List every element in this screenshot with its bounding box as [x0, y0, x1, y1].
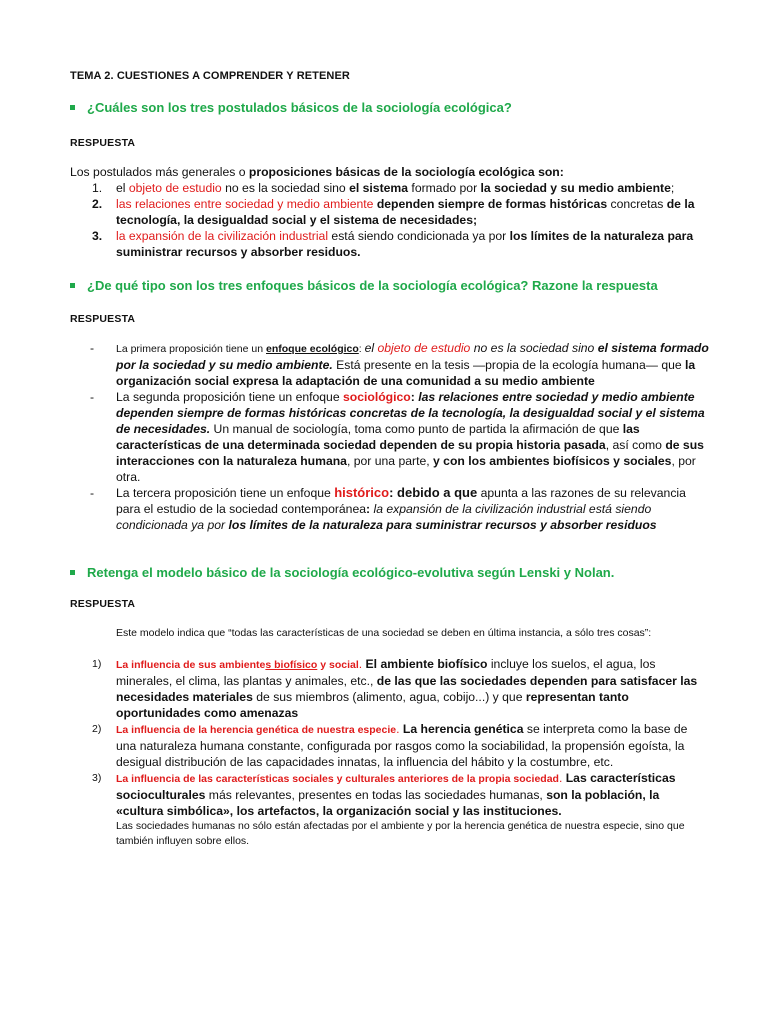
highlight-text: las relaciones entre sociedad y medio ambiente [116, 197, 374, 211]
q1-intro-text: Los postulados más generales o [70, 165, 249, 179]
text: , por otra. [116, 454, 696, 484]
text: . [396, 722, 403, 736]
q1-intro [70, 164, 710, 180]
text: . [358, 657, 366, 671]
bold-italic-text: las relaciones entre sociedad y medio ambiente dependen siempre de formas históricas concretas de la tecnología, la desigualdad social y el sistema de necesidades. [116, 390, 705, 436]
question-1 [70, 100, 512, 115]
bold-text: el sistema [349, 181, 409, 195]
respuesta-label-1: RESPUESTA [70, 137, 136, 149]
dash-bullet: - [90, 341, 95, 355]
list-item [90, 485, 710, 533]
italic-text: la expansión de la civilización industrial está siendo condicionada ya por [116, 502, 652, 532]
text: . [558, 771, 566, 785]
text: concretas [607, 197, 667, 211]
bullet-square-icon [70, 570, 75, 575]
list-number: 2. [92, 197, 103, 211]
q1-intro-bold: proposiciones básicas de la sociología ecológica son: [248, 165, 564, 179]
highlight-text: histórico [334, 485, 390, 500]
bold-text: depende [373, 197, 427, 211]
text: está siendo condicionada ya por [328, 229, 510, 243]
highlight-text: y social [317, 659, 359, 671]
bold-text: de las que las sociedades dependen para satisfacer las necesidades materiales [116, 674, 698, 704]
bold-text: representan tanto oportunidades como amenazas [116, 690, 629, 720]
question-3-text: Retenga el modelo básico de la sociología ecológico-evolutiva según Lenski y Nolan. [87, 565, 615, 580]
highlight-text: La influencia de la herencia genética de nuestra especie [116, 724, 397, 736]
text: de sus miembros (alimento, agua, cobijo...) y que [252, 690, 526, 704]
bold-text: y con los ambientes biofísicos y sociales [433, 454, 672, 468]
text: La primera proposición tiene un [116, 343, 267, 355]
list-item [70, 196, 710, 228]
text: el [116, 181, 129, 195]
question-2 [70, 278, 658, 293]
highlight-text: sociológico [343, 390, 411, 404]
bold-text: los límites de la naturaleza para suministrar recursos y absorber residuos. [116, 229, 694, 259]
bullet-square-icon [70, 283, 75, 288]
text: : [366, 502, 374, 516]
list-number: 1. [92, 181, 103, 195]
bold-text: La herencia genética [402, 722, 524, 736]
text: ; [670, 181, 675, 195]
text: , por una parte, [346, 454, 434, 468]
bold-text: la organización social expresa la adaptación de una comunidad a su medio ambiente [116, 358, 696, 388]
bold-text: de la tecnología, la desigualdad social y el sistema de necesidades; [116, 197, 695, 227]
highlight-text: La influencia de sus ambiente [116, 659, 266, 671]
dash-bullet: - [90, 486, 95, 500]
q2-list [90, 340, 710, 533]
question-3 [70, 565, 614, 580]
list-number: 1) [92, 658, 102, 670]
highlight-text: La influencia de las características sociales y culturales anteriores de la propia sociedad [116, 773, 559, 785]
text: Está presente en la tesis —propia de la ecología humana— que [332, 358, 686, 372]
list-item [70, 180, 710, 196]
list-item [90, 340, 710, 389]
bold-text: de sus interacciones con la naturaleza humana [116, 438, 704, 468]
highlight-text: s biofísico [265, 659, 318, 671]
list-item [90, 389, 710, 485]
text: La segunda proposición tiene un enfoque [116, 390, 344, 404]
list-item [70, 770, 710, 849]
q1-list [70, 180, 710, 260]
text: formado por [408, 181, 481, 195]
highlight-text: objeto de estudio [128, 181, 222, 195]
text: incluye los suelos, el agua, los minerales, el clima, las plantas y animales, etc., [116, 657, 656, 688]
bold-text: son la población, la «cultura simbólica», los artefactos, la organización social y las instituciones. [116, 788, 660, 818]
list-item [70, 656, 710, 721]
bold-text: : debido a que [389, 485, 478, 500]
text: no es la sociedad sino [221, 181, 350, 195]
bold-text: enfoque ecológico [266, 343, 359, 355]
list-item [70, 721, 710, 770]
bold-text: El ambiente biofísico [365, 657, 488, 671]
question-2-text: ¿De qué tipo son los tres enfoques básicos de la sociología ecológica? Razone la respuesta [87, 278, 658, 293]
list-number: 2) [92, 723, 102, 735]
highlight-text: objeto de estudio [377, 341, 471, 355]
bold-italic-text: el sistema formado por la sociedad y su medio ambiente. [116, 341, 709, 372]
highlight-text: la expansión de la civilización industrial [116, 229, 329, 243]
text: más relevantes, presentes en todas las sociedades humanas, [205, 788, 547, 802]
q3-intro: Este modelo indica que “todas las características de una sociedad se deben en última instancia, a sólo tres cosas”: [116, 627, 652, 639]
italic-text: no es la sociedad sino [470, 341, 598, 355]
bullet-square-icon [70, 105, 75, 110]
list-number: 3) [92, 772, 102, 784]
respuesta-label-2: RESPUESTA [70, 313, 136, 325]
italic-text: el [364, 341, 378, 355]
text: : [410, 390, 419, 404]
text: apunta a las razones de su relevancia para el estudio de la sociedad contemporánea [116, 486, 686, 516]
dash-bullet: - [90, 390, 95, 404]
page-title: TEMA 2. CUESTIONES A COMPRENDER Y RETENER [70, 70, 350, 82]
list-item [70, 228, 710, 260]
bold-text: n siempre de formas históricas [426, 197, 608, 211]
text: Un manual de sociología, toma como punto de partida la afirmación de que [210, 422, 623, 436]
bold-text: Las características socioculturales [116, 771, 676, 802]
text: La tercera proposición tiene un enfoque [116, 486, 335, 500]
text: se interpreta como la base de una naturaleza humana constante, configurada por rasgos como la sociabilidad, la propensión egoísta, la desigual distribución de las capacidades innatas, la influencia del hábito y la costumbre, etc. [116, 722, 688, 769]
bold-italic-text: los límites de la naturaleza para suministrar recursos y absorber residuos [228, 518, 657, 532]
respuesta-label-3: RESPUESTA [70, 598, 136, 610]
q3-list [70, 656, 710, 849]
text: : [358, 343, 365, 355]
bold-text: las características de una determinada sociedad dependen de su propia historia pasada [116, 422, 640, 452]
list-number: 3. [92, 229, 103, 243]
text: , así como [605, 438, 666, 452]
question-1-text: ¿Cuáles son los tres postulados básicos de la sociología ecológica? [87, 100, 512, 115]
note-text: Las sociedades humanas no sólo están afectadas por el ambiente y por la herencia genética de nuestra especie, sino que también influyen sobre ellos. [116, 820, 685, 847]
bold-text: la sociedad y su medio ambiente [480, 181, 671, 195]
